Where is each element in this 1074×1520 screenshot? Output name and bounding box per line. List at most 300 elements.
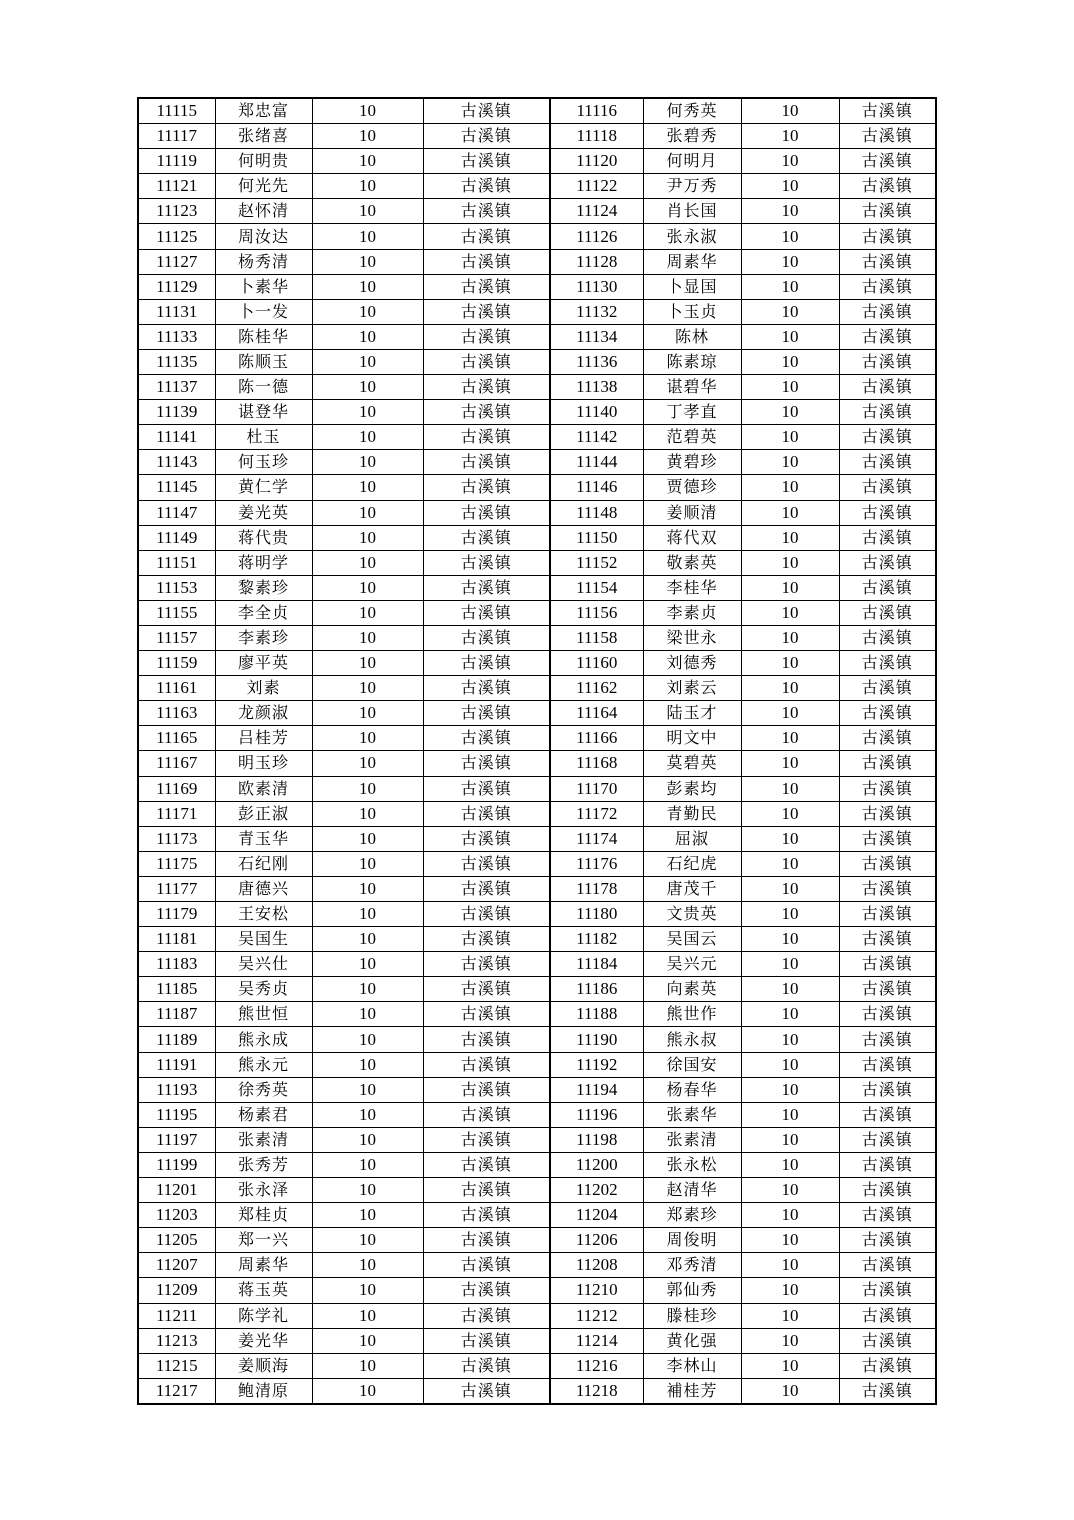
record-id-cell: 11174 [550,826,643,851]
table-row [138,349,936,374]
record-id-cell: 11131 [138,299,215,324]
table-row [138,801,936,826]
amount-cell: 10 [741,726,839,751]
table-row [138,1127,936,1152]
table-row [138,977,936,1002]
town-cell: 古溪镇 [423,450,550,475]
record-id-cell: 11218 [550,1378,643,1404]
amount-cell: 10 [312,776,423,801]
table-row [138,199,936,224]
town-cell: 古溪镇 [839,1077,936,1102]
table-row [138,776,936,801]
table-row [138,450,936,475]
amount-cell: 10 [312,174,423,199]
record-id-cell: 11132 [550,299,643,324]
town-cell: 古溪镇 [839,826,936,851]
amount-cell: 10 [312,952,423,977]
person-name-cell: 唐德兴 [215,876,312,901]
record-id-cell: 11213 [138,1328,215,1353]
person-name-cell: 李素珍 [215,625,312,650]
town-cell: 古溪镇 [839,1353,936,1378]
town-cell: 古溪镇 [423,701,550,726]
table-row [138,475,936,500]
person-name-cell: 张素清 [215,1127,312,1152]
amount-cell: 10 [312,224,423,249]
record-id-cell: 11181 [138,927,215,952]
town-cell: 古溪镇 [839,124,936,149]
table-row [138,124,936,149]
table-row [138,274,936,299]
table-row [138,1303,936,1328]
amount-cell: 10 [312,450,423,475]
record-id-cell: 11177 [138,876,215,901]
amount-cell: 10 [741,1178,839,1203]
town-cell: 古溪镇 [839,1253,936,1278]
town-cell: 古溪镇 [423,751,550,776]
record-id-cell: 11117 [138,124,215,149]
record-id-cell: 11122 [550,174,643,199]
person-name-cell: 熊永叔 [643,1027,741,1052]
person-name-cell: 何明月 [643,149,741,174]
record-id-cell: 11158 [550,625,643,650]
person-name-cell: 何光先 [215,174,312,199]
amount-cell: 10 [312,1077,423,1102]
record-id-cell: 11178 [550,876,643,901]
amount-cell: 10 [741,751,839,776]
person-name-cell: 文贵英 [643,902,741,927]
town-cell: 古溪镇 [839,299,936,324]
amount-cell: 10 [312,1002,423,1027]
table-row [138,575,936,600]
record-id-cell: 11135 [138,349,215,374]
person-name-cell: 尹万秀 [643,174,741,199]
record-id-cell: 11207 [138,1253,215,1278]
town-cell: 古溪镇 [839,1328,936,1353]
record-id-cell: 11139 [138,400,215,425]
amount-cell: 10 [312,977,423,1002]
amount-cell: 10 [312,726,423,751]
town-cell: 古溪镇 [423,625,550,650]
record-id-cell: 11140 [550,400,643,425]
record-id-cell: 11160 [550,651,643,676]
person-name-cell: 何玉珍 [215,450,312,475]
person-name-cell: 吴兴仕 [215,952,312,977]
town-cell: 古溪镇 [423,801,550,826]
table-row [138,1353,936,1378]
amount-cell: 10 [741,902,839,927]
person-name-cell: 郑素珍 [643,1203,741,1228]
town-cell: 古溪镇 [839,500,936,525]
amount-cell: 10 [741,98,839,124]
table-row [138,1102,936,1127]
person-name-cell: 张永松 [643,1152,741,1177]
table-row [138,1203,936,1228]
person-name-cell: 廖平英 [215,651,312,676]
person-name-cell: 张永泽 [215,1178,312,1203]
record-id-cell: 11155 [138,600,215,625]
record-id-cell: 11179 [138,902,215,927]
town-cell: 古溪镇 [839,274,936,299]
record-id-cell: 11175 [138,851,215,876]
amount-cell: 10 [741,174,839,199]
town-cell: 古溪镇 [839,1228,936,1253]
town-cell: 古溪镇 [423,224,550,249]
town-cell: 古溪镇 [423,851,550,876]
table-row [138,1278,936,1303]
person-name-cell: 郑桂贞 [215,1203,312,1228]
record-id-cell: 11134 [550,324,643,349]
record-id-cell: 11143 [138,450,215,475]
record-id-cell: 11118 [550,124,643,149]
record-id-cell: 11193 [138,1077,215,1102]
amount-cell: 10 [741,701,839,726]
amount-cell: 10 [741,149,839,174]
amount-cell: 10 [312,1127,423,1152]
amount-cell: 10 [741,525,839,550]
town-cell: 古溪镇 [423,199,550,224]
town-cell: 古溪镇 [423,1127,550,1152]
town-cell: 古溪镇 [839,525,936,550]
table-row [138,400,936,425]
amount-cell: 10 [741,1152,839,1177]
town-cell: 古溪镇 [423,726,550,751]
record-id-cell: 11199 [138,1152,215,1177]
person-name-cell: 彭正淑 [215,801,312,826]
town-cell: 古溪镇 [839,902,936,927]
person-name-cell: 李素贞 [643,600,741,625]
person-name-cell: 石纪虎 [643,851,741,876]
person-name-cell: 陈学礼 [215,1303,312,1328]
person-name-cell: 杨秀清 [215,249,312,274]
amount-cell: 10 [741,550,839,575]
amount-cell: 10 [312,349,423,374]
record-id-cell: 11151 [138,550,215,575]
table-row [138,1253,936,1278]
person-name-cell: 青玉华 [215,826,312,851]
town-cell: 古溪镇 [423,876,550,901]
table-row [138,525,936,550]
person-name-cell: 周素华 [643,249,741,274]
person-name-cell: 张秀芳 [215,1152,312,1177]
roster-table [137,97,937,1405]
record-id-cell: 11138 [550,375,643,400]
amount-cell: 10 [312,1278,423,1303]
record-id-cell: 11119 [138,149,215,174]
record-id-cell: 11116 [550,98,643,124]
table-row [138,425,936,450]
record-id-cell: 11168 [550,751,643,776]
town-cell: 古溪镇 [423,1052,550,1077]
record-id-cell: 11128 [550,249,643,274]
table-row [138,851,936,876]
amount-cell: 10 [741,977,839,1002]
amount-cell: 10 [741,851,839,876]
record-id-cell: 11195 [138,1102,215,1127]
town-cell: 古溪镇 [423,475,550,500]
amount-cell: 10 [741,1378,839,1404]
town-cell: 古溪镇 [423,1002,550,1027]
person-name-cell: 黎素珍 [215,575,312,600]
town-cell: 古溪镇 [423,600,550,625]
amount-cell: 10 [741,876,839,901]
town-cell: 古溪镇 [423,98,550,124]
amount-cell: 10 [741,299,839,324]
record-id-cell: 11154 [550,575,643,600]
amount-cell: 10 [312,676,423,701]
record-id-cell: 11125 [138,224,215,249]
amount-cell: 10 [741,1303,839,1328]
town-cell: 古溪镇 [839,1378,936,1404]
amount-cell: 10 [312,902,423,927]
record-id-cell: 11129 [138,274,215,299]
town-cell: 古溪镇 [839,475,936,500]
record-id-cell: 11198 [550,1127,643,1152]
town-cell: 古溪镇 [423,1102,550,1127]
record-id-cell: 11172 [550,801,643,826]
person-name-cell: 蒋玉英 [215,1278,312,1303]
amount-cell: 10 [312,1203,423,1228]
table-row [138,1052,936,1077]
town-cell: 古溪镇 [423,1353,550,1378]
town-cell: 古溪镇 [839,1127,936,1152]
table-row [138,550,936,575]
person-name-cell: 彭素均 [643,776,741,801]
amount-cell: 10 [312,525,423,550]
record-id-cell: 11153 [138,575,215,600]
amount-cell: 10 [741,575,839,600]
person-name-cell: 郑一兴 [215,1228,312,1253]
table-row [138,1228,936,1253]
person-name-cell: 周素华 [215,1253,312,1278]
amount-cell: 10 [741,1228,839,1253]
record-id-cell: 11124 [550,199,643,224]
table-row [138,600,936,625]
person-name-cell: 邓秀清 [643,1253,741,1278]
town-cell: 古溪镇 [423,1253,550,1278]
record-id-cell: 11205 [138,1228,215,1253]
amount-cell: 10 [312,1052,423,1077]
town-cell: 古溪镇 [839,776,936,801]
amount-cell: 10 [741,1077,839,1102]
record-id-cell: 11211 [138,1303,215,1328]
amount-cell: 10 [312,1328,423,1353]
table-row [138,876,936,901]
record-id-cell: 11206 [550,1228,643,1253]
amount-cell: 10 [741,1203,839,1228]
person-name-cell: 张素华 [643,1102,741,1127]
roster-table-body [138,98,936,1404]
person-name-cell: 向素英 [643,977,741,1002]
table-row [138,500,936,525]
record-id-cell: 11123 [138,199,215,224]
town-cell: 古溪镇 [423,1228,550,1253]
person-name-cell: 屈淑 [643,826,741,851]
person-name-cell: 郑忠富 [215,98,312,124]
record-id-cell: 11185 [138,977,215,1002]
amount-cell: 10 [312,1152,423,1177]
amount-cell: 10 [312,1378,423,1404]
town-cell: 古溪镇 [423,1077,550,1102]
amount-cell: 10 [312,625,423,650]
person-name-cell: 李林山 [643,1353,741,1378]
amount-cell: 10 [312,149,423,174]
person-name-cell: 卜显国 [643,274,741,299]
amount-cell: 10 [741,600,839,625]
town-cell: 古溪镇 [423,299,550,324]
record-id-cell: 11171 [138,801,215,826]
person-name-cell: 周汝达 [215,224,312,249]
person-name-cell: 熊永成 [215,1027,312,1052]
amount-cell: 10 [741,224,839,249]
record-id-cell: 11152 [550,550,643,575]
amount-cell: 10 [312,575,423,600]
person-name-cell: 蒋代贵 [215,525,312,550]
amount-cell: 10 [312,425,423,450]
person-name-cell: 张绪喜 [215,124,312,149]
amount-cell: 10 [741,625,839,650]
record-id-cell: 11200 [550,1152,643,1177]
record-id-cell: 11180 [550,902,643,927]
amount-cell: 10 [741,1052,839,1077]
amount-cell: 10 [312,324,423,349]
person-name-cell: 张永淑 [643,224,741,249]
town-cell: 古溪镇 [423,776,550,801]
record-id-cell: 11173 [138,826,215,851]
person-name-cell: 明玉珍 [215,751,312,776]
table-row [138,299,936,324]
person-name-cell: 赵清华 [643,1178,741,1203]
table-row [138,1178,936,1203]
table-row [138,249,936,274]
record-id-cell: 11137 [138,375,215,400]
town-cell: 古溪镇 [839,149,936,174]
record-id-cell: 11182 [550,927,643,952]
record-id-cell: 11166 [550,726,643,751]
record-id-cell: 11121 [138,174,215,199]
town-cell: 古溪镇 [839,450,936,475]
amount-cell: 10 [741,249,839,274]
person-name-cell: 姜光英 [215,500,312,525]
town-cell: 古溪镇 [839,701,936,726]
record-id-cell: 11215 [138,1353,215,1378]
town-cell: 古溪镇 [839,625,936,650]
town-cell: 古溪镇 [423,400,550,425]
person-name-cell: 徐秀英 [215,1077,312,1102]
record-id-cell: 11145 [138,475,215,500]
table-row [138,98,936,124]
person-name-cell: 滕桂珍 [643,1303,741,1328]
record-id-cell: 11142 [550,425,643,450]
amount-cell: 10 [312,1027,423,1052]
town-cell: 古溪镇 [839,550,936,575]
town-cell: 古溪镇 [839,952,936,977]
town-cell: 古溪镇 [423,249,550,274]
town-cell: 古溪镇 [423,425,550,450]
record-id-cell: 11204 [550,1203,643,1228]
table-row [138,1002,936,1027]
town-cell: 古溪镇 [839,801,936,826]
person-name-cell: 龙颜淑 [215,701,312,726]
record-id-cell: 11162 [550,676,643,701]
person-name-cell: 刘德秀 [643,651,741,676]
town-cell: 古溪镇 [423,676,550,701]
town-cell: 古溪镇 [839,1002,936,1027]
person-name-cell: 张素清 [643,1127,741,1152]
amount-cell: 10 [741,450,839,475]
town-cell: 古溪镇 [423,349,550,374]
person-name-cell: 熊世作 [643,1002,741,1027]
amount-cell: 10 [312,826,423,851]
town-cell: 古溪镇 [839,575,936,600]
person-name-cell: 黄化强 [643,1328,741,1353]
record-id-cell: 11196 [550,1102,643,1127]
record-id-cell: 11167 [138,751,215,776]
person-name-cell: 谌登华 [215,400,312,425]
amount-cell: 10 [741,1127,839,1152]
person-name-cell: 郭仙秀 [643,1278,741,1303]
table-row [138,174,936,199]
person-name-cell: 杜玉 [215,425,312,450]
town-cell: 古溪镇 [423,1178,550,1203]
town-cell: 古溪镇 [839,400,936,425]
amount-cell: 10 [741,1027,839,1052]
town-cell: 古溪镇 [839,851,936,876]
record-id-cell: 11184 [550,952,643,977]
record-id-cell: 11183 [138,952,215,977]
amount-cell: 10 [741,927,839,952]
town-cell: 古溪镇 [423,124,550,149]
person-name-cell: 青勤民 [643,801,741,826]
amount-cell: 10 [312,927,423,952]
table-row [138,726,936,751]
amount-cell: 10 [741,199,839,224]
amount-cell: 10 [741,1353,839,1378]
person-name-cell: 補桂芳 [643,1378,741,1404]
person-name-cell: 杨素君 [215,1102,312,1127]
record-id-cell: 11115 [138,98,215,124]
table-row [138,224,936,249]
town-cell: 古溪镇 [423,149,550,174]
person-name-cell: 陈顺玉 [215,349,312,374]
town-cell: 古溪镇 [839,349,936,374]
record-id-cell: 11190 [550,1027,643,1052]
record-id-cell: 11159 [138,651,215,676]
table-row [138,1027,936,1052]
person-name-cell: 唐茂千 [643,876,741,901]
amount-cell: 10 [312,876,423,901]
person-name-cell: 吕桂芳 [215,726,312,751]
amount-cell: 10 [741,1278,839,1303]
record-id-cell: 11209 [138,1278,215,1303]
record-id-cell: 11216 [550,1353,643,1378]
record-id-cell: 11149 [138,525,215,550]
amount-cell: 10 [312,550,423,575]
person-name-cell: 何明贵 [215,149,312,174]
person-name-cell: 梁世永 [643,625,741,650]
town-cell: 古溪镇 [839,1178,936,1203]
record-id-cell: 11186 [550,977,643,1002]
amount-cell: 10 [312,651,423,676]
person-name-cell: 莫碧英 [643,751,741,776]
amount-cell: 10 [312,1102,423,1127]
town-cell: 古溪镇 [839,98,936,124]
amount-cell: 10 [741,801,839,826]
town-cell: 古溪镇 [839,1203,936,1228]
amount-cell: 10 [312,600,423,625]
person-name-cell: 何秀英 [643,98,741,124]
person-name-cell: 姜顺海 [215,1353,312,1378]
person-name-cell: 卜玉贞 [643,299,741,324]
